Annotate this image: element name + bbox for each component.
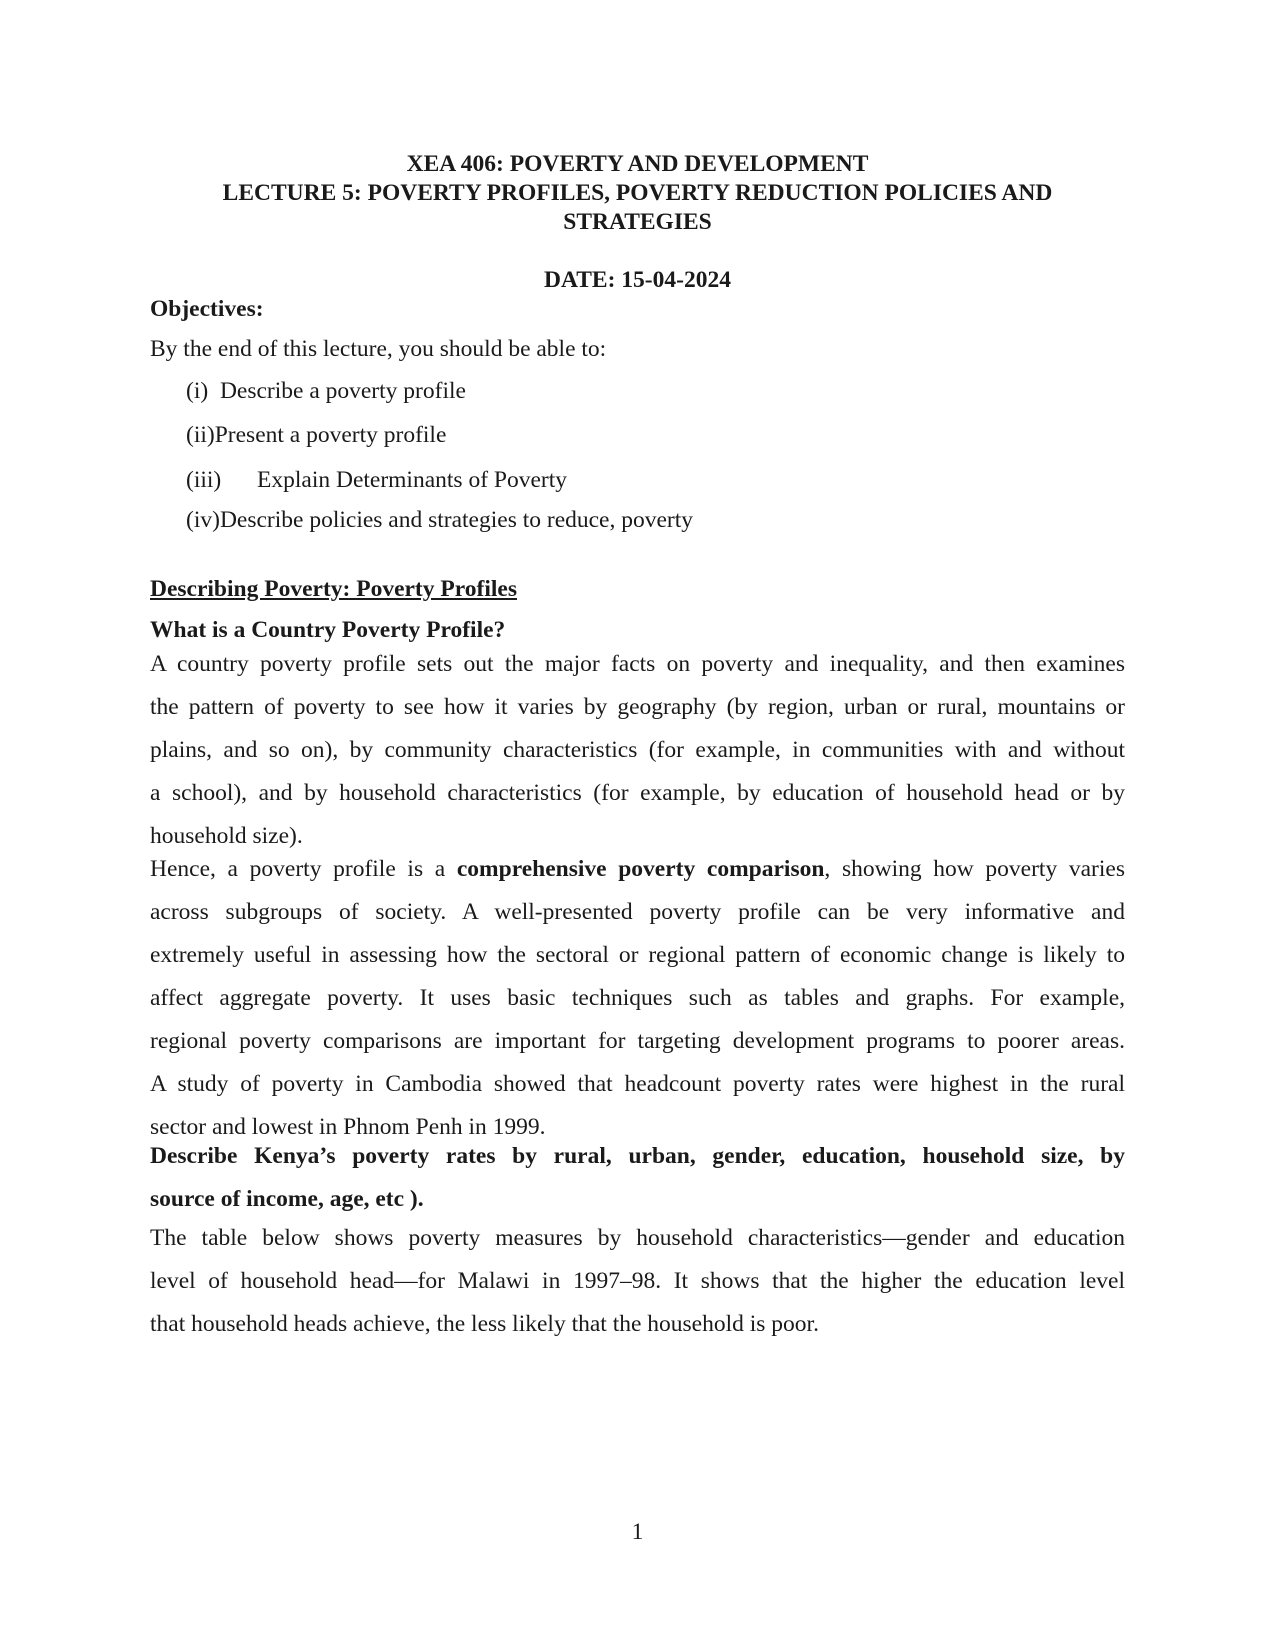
page-number: 1 xyxy=(631,1519,644,1545)
lecture-title-line-1: LECTURE 5: POVERTY PROFILES, POVERTY REDUCTION POLICIES AND xyxy=(222,180,1053,206)
paragraph-line: Describe Kenya’s poverty rates by rural, urban, gender, education, household size, by xyxy=(150,1143,1125,1169)
document-title-block xyxy=(150,150,1125,237)
objective-item xyxy=(186,377,466,406)
paragraph-comprehensive-comparison xyxy=(150,848,1125,1149)
section-subheading: What is a Country Poverty Profile? xyxy=(150,617,506,643)
objectives-heading: Objectives: xyxy=(150,296,264,322)
text-run: Hence, a poverty profile is a xyxy=(150,856,457,882)
objective-item xyxy=(186,421,446,450)
objective-text: Describe policies and strategies to reduce, poverty xyxy=(219,507,694,533)
objective-text: Explain Determinants of Poverty xyxy=(257,467,567,493)
section-heading: Describing Poverty: Poverty Profiles xyxy=(150,576,517,602)
paragraph-line: plains, and so on), by community characteristics (for example, in communities with and without xyxy=(150,737,1125,763)
paragraph-line: The table below shows poverty measures by household characteristics—gender and education xyxy=(150,1225,1125,1251)
paragraph-line: level of household head—for Malawi in 1997–98. It shows that the higher the education level xyxy=(150,1268,1125,1294)
lecture-date: DATE: 15-04-2024 xyxy=(544,267,731,293)
paragraph-line: sector and lowest in Phnom Penh in 1999. xyxy=(150,1114,546,1140)
course-title: XEA 406: POVERTY AND DEVELOPMENT xyxy=(406,151,869,177)
paragraph-line: A study of poverty in Cambodia showed that headcount poverty rates were highest in the rural xyxy=(150,1071,1125,1097)
paragraph-line: that household heads achieve, the less likely that the household is poor. xyxy=(150,1311,819,1337)
objective-number: (ii) xyxy=(186,422,215,448)
paragraph-line: affect aggregate poverty. It uses basic techniques such as tables and graphs. For example, xyxy=(150,985,1125,1011)
task-prompt-kenya xyxy=(150,1135,1125,1221)
objective-item xyxy=(186,506,693,535)
objective-item xyxy=(186,466,567,495)
paragraph-line: source of income, age, etc ). xyxy=(150,1186,424,1212)
paragraph-line: the pattern of poverty to see how it varies by geography (by region, urban or rural, mountains or xyxy=(150,694,1125,720)
paragraph-line: a school), and by household characteristics (for example, by education of household head or by xyxy=(150,780,1125,806)
paragraph-line: A country poverty profile sets out the major facts on poverty and inequality, and then examines xyxy=(150,651,1125,677)
paragraph-line xyxy=(150,848,1125,891)
paragraph-line: regional poverty comparisons are important for targeting development programs to poorer areas. xyxy=(150,1028,1125,1054)
objective-text: Present a poverty profile xyxy=(214,422,447,448)
objective-number: (iv) xyxy=(186,507,220,533)
lecture-title-line-2: STRATEGIES xyxy=(563,209,712,235)
paragraph-line: household size). xyxy=(150,823,303,849)
paragraph-poverty-profile-definition xyxy=(150,643,1125,858)
bold-term: comprehensive poverty comparison xyxy=(456,856,825,882)
objective-number: (i) xyxy=(186,378,209,404)
objective-text: Describe a poverty profile xyxy=(219,378,466,404)
paragraph-line: extremely useful in assessing how the sectoral or regional pattern of economic change is likely to xyxy=(150,942,1125,968)
text-run: , showing how poverty varies xyxy=(824,856,1125,882)
objective-number: (iii) xyxy=(186,467,222,493)
paragraph-malawi-table-intro xyxy=(150,1217,1125,1346)
paragraph-line: across subgroups of society. A well-presented poverty profile can be very informative and xyxy=(150,899,1125,925)
objectives-intro: By the end of this lecture, you should be able to: xyxy=(150,336,607,362)
